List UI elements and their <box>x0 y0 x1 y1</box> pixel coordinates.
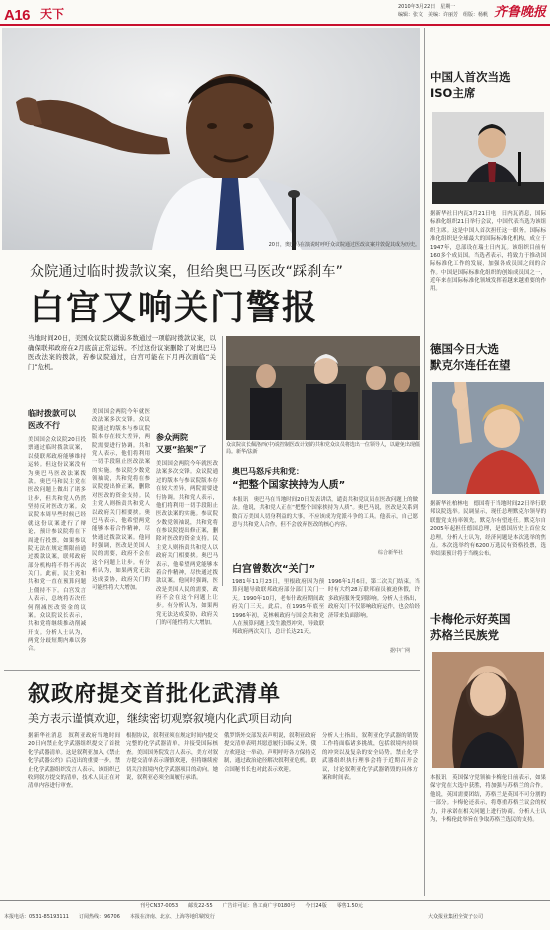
page-number: A16 <box>4 7 31 24</box>
sidebar-byline: 综合新华社 <box>378 550 404 556</box>
syria-col4: 分析人士指出，叙利亚化学武器的销毁工作将面临诸多挑战，包括叙境内持续的冲突以及复杂的安全局势。禁止化学武器组织执行理事会将于近期召开会议，讨论叙利亚化学武器销毁的具体方案和时间表。 <box>322 733 418 781</box>
pelosi-photo-caption: 众议院议长佩洛西(中)说控制医改计划的共和党众议员将选出一位领导人，以避免出现僵局。新华/法新 <box>226 442 420 455</box>
right-story3-title-line1: 卡梅伦示好英国 <box>430 612 511 626</box>
right-col-rule <box>424 28 425 896</box>
right-story2-title-line1: 德国今日大选 <box>430 342 499 356</box>
section1-body-cont <box>92 408 150 591</box>
pelosi-photo-illustration <box>226 336 420 440</box>
section1-title2: 医改不行 <box>28 421 60 430</box>
main-headline: 白宫又响关门警报 <box>30 288 318 328</box>
section2-body: 美国国会两院今年就医改法案多次交锋。众议院通过的版本与参议院版本存在较大差异，两院需要进行协调。共和党人表示，他们将利用一切手段阻止医改法案的实施。参议院少数党领袖说，共和党将在参议院提出修正案，删除对医改的资金支持。民主党人则指责共和党人以政府关门相要挟。奥巴马表示，他希望两党能够本着合作精神，尽快通过拨款议案。他同时强调，医改是美国人民的需要，政府不会在这个问题上让步。有分析认为，如果两党无法达成妥协，政府关门的可能性将大大增加。 <box>156 461 218 627</box>
syria-subhead: 美方表示谨慎欢迎，继续密切观察叙境内化武项目动向 <box>28 712 292 725</box>
header-info <box>398 4 488 19</box>
page-header <box>0 0 550 26</box>
main-kicker: 众院通过临时拨款议案，但给奥巴马医改“踩刹车” <box>30 264 344 280</box>
right-story1-body: 据新华社日内瓦3月21日电 日内瓦消息，国际标准化组织21日举行会议，中国代表当选为该组织主席。这是中国人首次担任这一职务。国际标准化组织是全球最大的国际标准化机构，成立于1947年，总部设在瑞士日内瓦。该组织目前有160多个成员国。当选者表示，将致力于推动国际标准化工作的发展，加强各成员国之间的合作。中国是国际标准化组织的创始成员国之一，近年来在国际标准化领域发挥着越来越重要的作用。 <box>430 211 546 293</box>
date-line: 2010年3月22日 星期一 <box>398 4 456 10</box>
col-rule-1 <box>222 336 223 586</box>
sidebar-headline: “把整个国家挟持为人质” <box>232 480 346 491</box>
iso-photo <box>432 112 544 204</box>
iso-photo-illustration <box>432 112 544 204</box>
syria-col1: 据新华社消息 叙利亚政府当地时间20日向禁止化学武器组织提交了首批化学武器清单。这是叙利亚加入《禁止化学武器公约》后迈出的重要一步。禁止化学武器组织发言人表示，该组织已收到叙方提交的清单，技术人员正在对清单内容进行审查。 <box>28 733 120 790</box>
main-photo-caption: 20日，奥巴马在演说时呼吁众议院通过医改议案并敦促其成为历史。 <box>268 242 420 248</box>
footer-line2: 本报电话：0531-85193111 订阅热线：96706 本报在济南、北京、上海等地印刷发行 <box>4 914 215 920</box>
editor-line: 编辑：张文 美编：许丽芳 组版：杨帆 <box>398 11 489 18</box>
history-col2: 1996年1月6日，第二次关门结束。当时有大约28万联邦雇员被迫休假，许多政府服务受到影响。分析人士指出，政府关门不仅影响政府运作，也会给经济带来负面影响。 <box>328 579 420 619</box>
section-name: 天下 <box>40 7 65 21</box>
right-story2-body: 据新华社柏林电 德国将于当地时间22日举行联邦议院选举。民调显示，现任总理默克尔领导的联盟党支持率领先，默克尔有望连任。默克尔自2005年起担任德国总理，是德国历史上首位女总理。分析人士认为，经济问题是本次选举的焦点。本次选举约有6200万选民有资格投票，选举结果预计将于当晚公布。 <box>430 501 546 558</box>
right-story1-title-line1: 中国人首次当选 <box>430 70 511 84</box>
header-rule <box>0 24 550 26</box>
main-lead: 当地时间20日，美国众议院以微弱多数通过一项临时拨款议案，以确保联邦政府在2月底前正常运转。不过这份议案删除了对奥巴马医改法案的拨款，若参议院通过，白宫可能在下月再次面临“关门”危机。 <box>28 334 216 371</box>
cameron-photo <box>432 652 544 768</box>
footer-line1: 刊号CN37-0053 邮发22-55 广告许可证：鲁工商广字0180号 今日24版 零售1.50元 <box>140 903 363 909</box>
syria-col3: 俄罗斯外交部发表声明说，叙利亚政府提交清单表明其愿意履行国际义务，俄方欢迎这一举动。声明呼吁各方保持克制，通过政治途径解决叙利亚危机。联合国秘书长也对此表示欢迎。 <box>224 733 316 773</box>
section1-body-cont-text: 美国国会两院今年就医改法案多次交锋。众议院通过的版本与参议院版本存在较大差异，两院需要进行协调。共和党人表示，他们将利用一切手段阻止医改法案的实施。参议院少数党领袖说，共和党将在参议院提出修正案，删除对医改的资金支持。民主党人则指责共和党人以政府关门相要挟。奥巴马表示，他希望两党能够本着合作精神，尽快通过拨款议案。他同时强调，医改是美国人民的需要，政府不会在这个问题上让步。有分析认为，如果两党无法达成妥协，政府关门的可能性将大大增加。 <box>92 409 150 591</box>
main-photo-obama <box>2 28 420 250</box>
right-story1-title <box>430 70 511 101</box>
right-story2-title-line2: 默克尔连任在望 <box>430 357 511 372</box>
sidebar-body: 本报讯 奥巴马在当地时间20日发表讲话，谴责共和党议员在医改问题上的做法。他说，共和党人正在“把整个国家挟持为人质”。奥巴马说，医改是关系到数百万美国人切身利益的大事，不应该成为党派斗争的工具。他表示，自己愿意与共和党人合作，但不会放弃医改的核心内容。 <box>232 497 418 529</box>
paper-logo: 齐鲁晚报 <box>494 5 547 20</box>
main-photo-illustration <box>2 28 420 250</box>
section2-title2: 又要“掐架”了 <box>156 445 207 454</box>
syria-top-rule <box>4 670 420 671</box>
merkel-photo-illustration <box>432 382 544 494</box>
syria-headline: 叙政府提交首批化武清单 <box>28 682 282 707</box>
history-byline: 据中广网 <box>390 648 411 654</box>
right-story3-title-line2: 苏格兰民族党 <box>430 627 499 642</box>
sidebar-kicker: 奥巴马怒斥共和党： <box>232 467 304 476</box>
right-story3-body: 本报讯 英国保守党领袖卡梅伦日前表示，如果保守党在大选中获胜，将加强与苏格兰的合作。他说，英国需要团结，苏格兰是英国不可分割的一部分。卡梅伦还表示，将尊重苏格兰议会的权力，并承诺在相关问题上进行协商。分析人士认为，卡梅伦此举旨在争取苏格兰选民的支持。 <box>430 775 546 823</box>
history-title: 白宫曾数次“关门” <box>232 564 316 575</box>
section2-title: 参众两院 <box>156 433 188 442</box>
section1-body: 美国国会众议院20日投票通过临时拨款议案，以使联邦政府能够维持运转。但这份议案没有为奥巴马医改法案拨款。奥巴马和民主党在医改问题上做出了诸多让步，但共和党人仍然坚持反对医改方案。众议院本周早些时候已经就这份议案进行了辩论，预计参议院将在下周进行投票。如果参议院无法在规定期限前通过拨款议案，联邦政府部分机构将不得不再次关门。此前，民主党和共和党一直在预算问题上僵持不下。白宫发言人表示，总统将否决任何削减医改资金的议案。众议院议长表示，共和党将继续推动削减开支。分析人士认为，两党分歧短期内难以弥合。 <box>28 437 86 653</box>
section1-title: 临时拨款可以 <box>28 409 76 418</box>
right-story3-title <box>430 612 511 643</box>
right-story2-title <box>430 342 511 373</box>
footer-right: 大众报业集团全资子公司 <box>428 914 484 920</box>
right-story1-title-line2: ISO主席 <box>430 85 476 100</box>
syria-col2: 根据协议，叙利亚须在规定时间内提交完整的化学武器清单，并接受国际核查。美国国务院发言人表示，美方对叙方提交清单表示谨慎欢迎，但将继续密切关注叙境内化学武器项目的动向。她说，叙利亚必须全面履行承诺。 <box>126 733 218 781</box>
history-col1: 1981年11月23日，里根政府因为预算问题导致联邦政府部分部门关门一天。1990年10月，老布什政府期间政府关门三天。此后，在1995年底至1996年初，克林顿政府与国会共和党人在预算问题上发生激烈冲突，导致联邦政府两次关门，总计长达21天。 <box>232 579 324 636</box>
pelosi-photo <box>226 336 420 440</box>
merkel-photo <box>432 382 544 494</box>
cameron-photo-illustration <box>432 652 544 768</box>
